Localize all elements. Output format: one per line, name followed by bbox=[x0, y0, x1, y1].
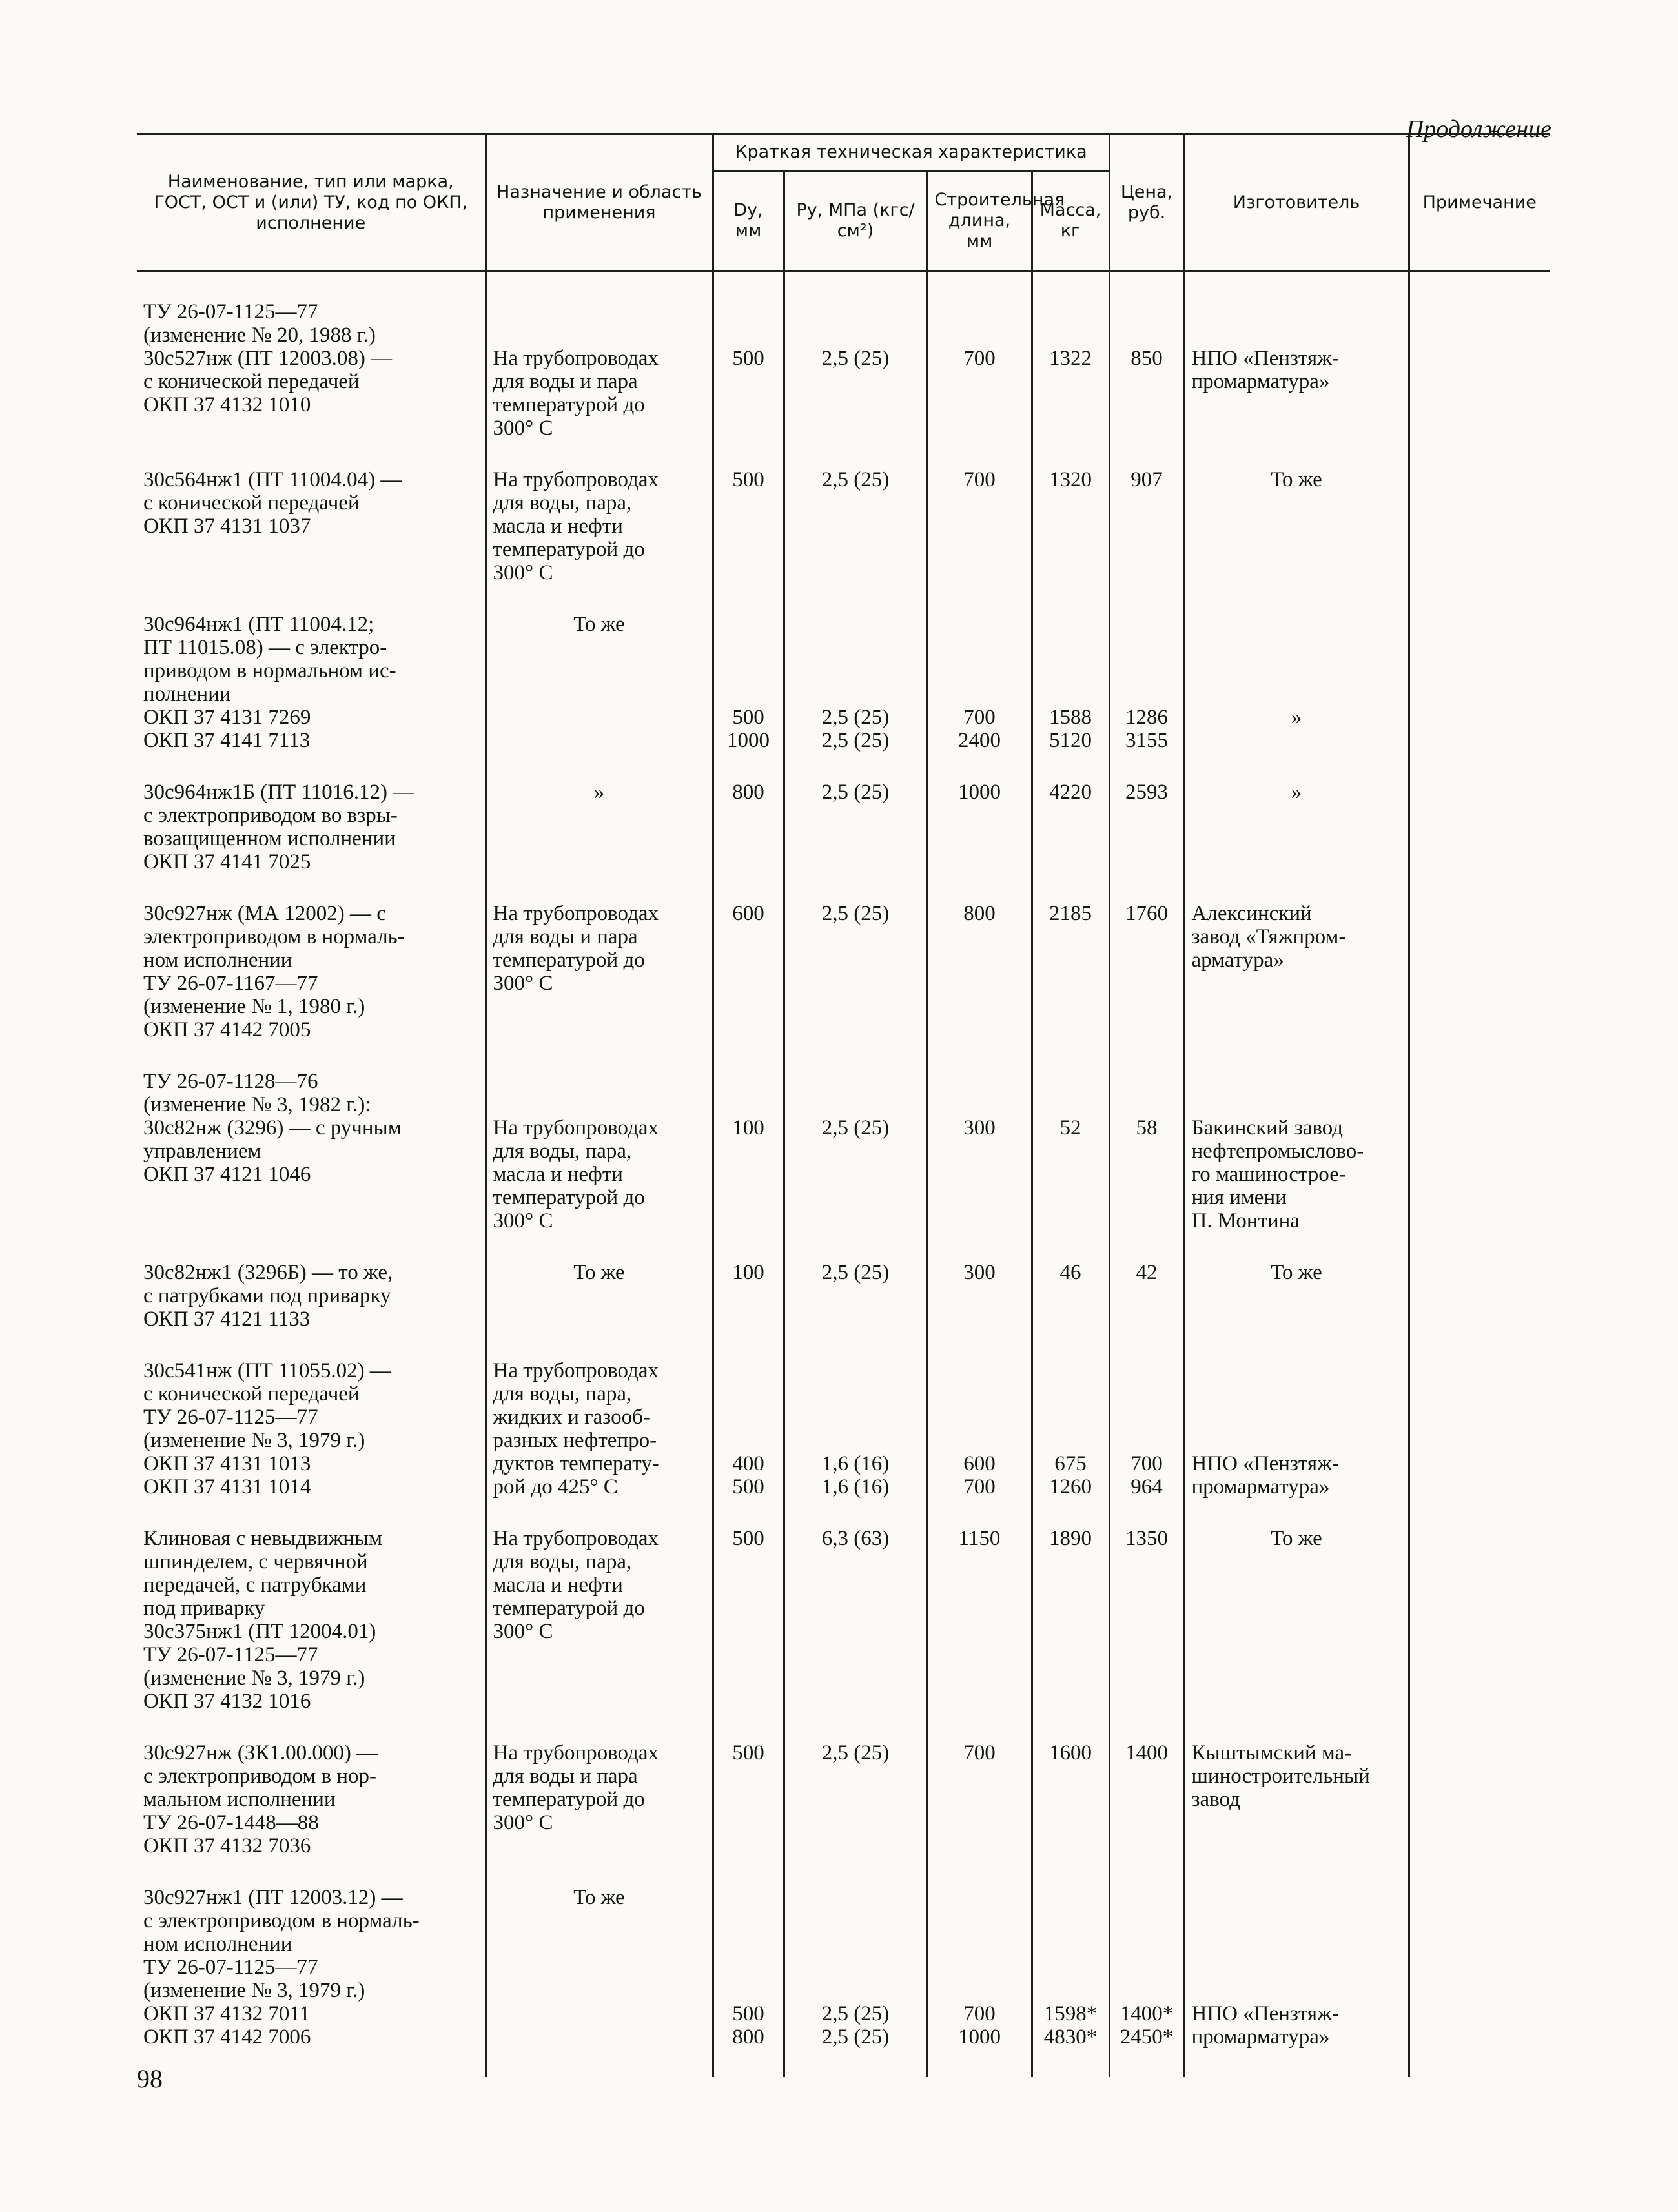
cell-length: 800 bbox=[927, 902, 1032, 1041]
table-row bbox=[137, 468, 1550, 584]
cell-note bbox=[1409, 613, 1550, 752]
cell-manufacturer: » bbox=[1184, 613, 1409, 752]
cell-name: ТУ 26-07-1125—77 (изменение № 20, 1988 г.) 30с527нж (ПТ 12003.08) — с конической передачей ОКП 37 4132 1010 bbox=[137, 300, 486, 440]
col-header-name: Наименование, тип или марка, ГОСТ, ОСТ и (или) ТУ, код по ОКП, исполнение bbox=[137, 134, 486, 271]
cell-mass: 675 1260 bbox=[1032, 1359, 1109, 1499]
cell-mass: 52 bbox=[1032, 1070, 1109, 1233]
cell-price: 1400* 2450* bbox=[1109, 1886, 1184, 2049]
cell-purpose: На трубопроводах для воды и пара температурой до 300° С bbox=[486, 902, 713, 1041]
cell-manufacturer: Алексинский завод «Тяжпром- арматура» bbox=[1184, 902, 1409, 1041]
cell-price: 1350 bbox=[1109, 1527, 1184, 1713]
cell-purpose: То же bbox=[486, 613, 713, 752]
cell-dn: 500 1000 bbox=[713, 613, 784, 752]
cell-length: 700 bbox=[927, 1741, 1032, 1858]
col-header-pn: Pу, МПа (кгс/см²) bbox=[784, 171, 927, 271]
cell-note bbox=[1409, 1527, 1550, 1713]
cell-dn: 100 bbox=[713, 1070, 784, 1233]
cell-manufacturer: То же bbox=[1184, 1261, 1409, 1331]
cell-purpose: На трубопроводах для воды, пара, масла и нефти температурой до 300° С bbox=[486, 468, 713, 584]
cell-note bbox=[1409, 1261, 1550, 1331]
cell-dn: 600 bbox=[713, 902, 784, 1041]
cell-mass: 1890 bbox=[1032, 1527, 1109, 1713]
cell-mass: 46 bbox=[1032, 1261, 1109, 1331]
cell-name: 30с964нж1 (ПТ 11004.12; ПТ 11015.08) — с электро- приводом в нормальном ис- полнении ОКП 37 4131 7269 ОКП 37 4141 7113 bbox=[137, 613, 486, 752]
cell-pn: 2,5 (25) bbox=[784, 781, 927, 874]
table-row bbox=[137, 1741, 1550, 1858]
cell-name: 30с927нж (МА 12002) — с электроприводом в нормаль- ном исполнении ТУ 26-07-1167—77 (изменение № 1, 1980 г.) ОКП 37 4142 7005 bbox=[137, 902, 486, 1041]
cell-pn: 1,6 (16) 1,6 (16) bbox=[784, 1359, 927, 1499]
cell-manufacturer: То же bbox=[1184, 468, 1409, 584]
table-row bbox=[137, 300, 1550, 440]
cell-purpose: То же bbox=[486, 1886, 713, 2049]
col-header-manufacturer: Изготовитель bbox=[1184, 134, 1409, 271]
cell-pn: 2,5 (25) 2,5 (25) bbox=[784, 613, 927, 752]
cell-mass: 1322 bbox=[1032, 300, 1109, 440]
cell-name: ТУ 26-07-1128—76 (изменение № 3, 1982 г.): 30с82нж (3296) — с ручным управлением ОКП 37 4121 1046 bbox=[137, 1070, 486, 1233]
continuation-label: Продолжение bbox=[1406, 116, 1551, 143]
cell-mass: 1598* 4830* bbox=[1032, 1886, 1109, 2049]
cell-purpose: На трубопроводах для воды, пара, масла и нефти температурой до 300° С bbox=[486, 1070, 713, 1233]
cell-purpose: На трубопроводах для воды и пара температурой до 300° С bbox=[486, 1741, 713, 1858]
cell-price: 42 bbox=[1109, 1261, 1184, 1331]
cell-length: 700 bbox=[927, 468, 1032, 584]
cell-price: 2593 bbox=[1109, 781, 1184, 874]
cell-manufacturer: То же bbox=[1184, 1527, 1409, 1713]
cell-manufacturer: НПО «Пензтяж- промарматура» bbox=[1184, 1886, 1409, 2049]
cell-pn: 2,5 (25) bbox=[784, 300, 927, 440]
col-header-length: Строительная длина, мм bbox=[927, 171, 1032, 271]
col-header-price: Цена, руб. bbox=[1109, 134, 1184, 271]
table-row bbox=[137, 1261, 1550, 1331]
col-header-tech-group: Краткая техническая характеристика bbox=[713, 134, 1109, 171]
table-row bbox=[137, 902, 1550, 1041]
cell-pn: 2,5 (25) bbox=[784, 468, 927, 584]
cell-length: 300 bbox=[927, 1070, 1032, 1233]
cell-dn: 100 bbox=[713, 1261, 784, 1331]
cell-name: 30с927нж1 (ПТ 12003.12) — с электроприводом в нормаль- ном исполнении ТУ 26-07-1125—77 (изменение № 3, 1979 г.) ОКП 37 4132 7011 ОКП 37 4142 7006 bbox=[137, 1886, 486, 2049]
cell-purpose: На трубопроводах для воды, пара, жидких и газооб- разных нефтепро- дуктов температу- рой до 425° С bbox=[486, 1359, 713, 1499]
cell-pn: 2,5 (25) bbox=[784, 1070, 927, 1233]
cell-name: 30с541нж (ПТ 11055.02) — с конической передачей ТУ 26-07-1125—77 (изменение № 3, 1979 г.) ОКП 37 4131 1013 ОКП 37 4131 1014 bbox=[137, 1359, 486, 1499]
cell-dn: 400 500 bbox=[713, 1359, 784, 1499]
cell-mass: 1600 bbox=[1032, 1741, 1109, 1858]
cell-pn: 2,5 (25) 2,5 (25) bbox=[784, 1886, 927, 2049]
cell-length: 700 bbox=[927, 300, 1032, 440]
cell-mass: 1588 5120 bbox=[1032, 613, 1109, 752]
col-header-purpose: Назначение и область применения bbox=[486, 134, 713, 271]
cell-purpose: » bbox=[486, 781, 713, 874]
cell-price: 1400 bbox=[1109, 1741, 1184, 1858]
page-number: 98 bbox=[137, 2064, 163, 2093]
cell-mass: 1320 bbox=[1032, 468, 1109, 584]
cell-mass: 2185 bbox=[1032, 902, 1109, 1041]
cell-price: 1286 3155 bbox=[1109, 613, 1184, 752]
cell-purpose: На трубопроводах для воды и пара температурой до 300° С bbox=[486, 300, 713, 440]
cell-length: 300 bbox=[927, 1261, 1032, 1331]
cell-length: 1000 bbox=[927, 781, 1032, 874]
cell-pn: 6,3 (63) bbox=[784, 1527, 927, 1713]
table-row bbox=[137, 1070, 1550, 1233]
cell-length: 1150 bbox=[927, 1527, 1032, 1713]
cell-dn: 500 800 bbox=[713, 1886, 784, 2049]
valve-spec-table bbox=[137, 133, 1550, 2077]
cell-price: 1760 bbox=[1109, 902, 1184, 1041]
cell-length: 700 2400 bbox=[927, 613, 1032, 752]
cell-name: 30с964нж1Б (ПТ 11016.12) — с электроприводом во взры- возащищенном исполнении ОКП 37 4141 7025 bbox=[137, 781, 486, 874]
table-row bbox=[137, 613, 1550, 752]
cell-note bbox=[1409, 300, 1550, 440]
cell-manufacturer: » bbox=[1184, 781, 1409, 874]
cell-note bbox=[1409, 468, 1550, 584]
cell-manufacturer: НПО «Пензтяж- промарматура» bbox=[1184, 1359, 1409, 1499]
cell-note bbox=[1409, 1070, 1550, 1233]
col-header-mass: Масса, кг bbox=[1032, 171, 1109, 271]
cell-manufacturer: Бакинский завод нефтепромыслово- го машинострое- ния имени П. Монтина bbox=[1184, 1070, 1409, 1233]
cell-price: 850 bbox=[1109, 300, 1184, 440]
col-header-note: Примечание bbox=[1409, 134, 1550, 271]
cell-note bbox=[1409, 781, 1550, 874]
table-row bbox=[137, 1359, 1550, 1499]
cell-mass: 4220 bbox=[1032, 781, 1109, 874]
cell-price: 907 bbox=[1109, 468, 1184, 584]
cell-length: 600 700 bbox=[927, 1359, 1032, 1499]
cell-name: 30с82нж1 (3296Б) — то же, с патрубками под приварку ОКП 37 4121 1133 bbox=[137, 1261, 486, 1331]
cell-dn: 500 bbox=[713, 1527, 784, 1713]
cell-length: 700 1000 bbox=[927, 1886, 1032, 2049]
cell-note bbox=[1409, 902, 1550, 1041]
cell-name: Клиновая с невыдвижным шпинделем, с червячной передачей, с патрубками под приварку 30с375нж1 (ПТ 12004.01) ТУ 26-07-1125—77 (изменение № 3, 1979 г.) ОКП 37 4132 1016 bbox=[137, 1527, 486, 1713]
cell-price: 58 bbox=[1109, 1070, 1184, 1233]
cell-dn: 500 bbox=[713, 300, 784, 440]
cell-dn: 500 bbox=[713, 1741, 784, 1858]
cell-dn: 500 bbox=[713, 468, 784, 584]
cell-name: 30с927нж (ЗК1.00.000) — с электроприводом в нор- мальном исполнении ТУ 26-07-1448—88 ОКП 37 4132 7036 bbox=[137, 1741, 486, 1858]
cell-dn: 800 bbox=[713, 781, 784, 874]
cell-purpose: На трубопроводах для воды, пара, масла и нефти температурой до 300° С bbox=[486, 1527, 713, 1713]
cell-price: 700 964 bbox=[1109, 1359, 1184, 1499]
cell-pn: 2,5 (25) bbox=[784, 1261, 927, 1331]
table-row bbox=[137, 1527, 1550, 1713]
col-header-dn: Dу, мм bbox=[713, 171, 784, 271]
table-body bbox=[137, 271, 1550, 2078]
cell-note bbox=[1409, 1886, 1550, 2049]
cell-purpose: То же bbox=[486, 1261, 713, 1331]
table-row bbox=[137, 1886, 1550, 2049]
cell-pn: 2,5 (25) bbox=[784, 1741, 927, 1858]
cell-name: 30с564нж1 (ПТ 11004.04) — с конической передачей ОКП 37 4131 1037 bbox=[137, 468, 486, 584]
cell-manufacturer: Кыштымский ма- шиностроительный завод bbox=[1184, 1741, 1409, 1858]
cell-note bbox=[1409, 1359, 1550, 1499]
cell-pn: 2,5 (25) bbox=[784, 902, 927, 1041]
cell-note bbox=[1409, 1741, 1550, 1858]
cell-manufacturer: НПО «Пензтяж- промарматура» bbox=[1184, 300, 1409, 440]
table-row bbox=[137, 781, 1550, 874]
